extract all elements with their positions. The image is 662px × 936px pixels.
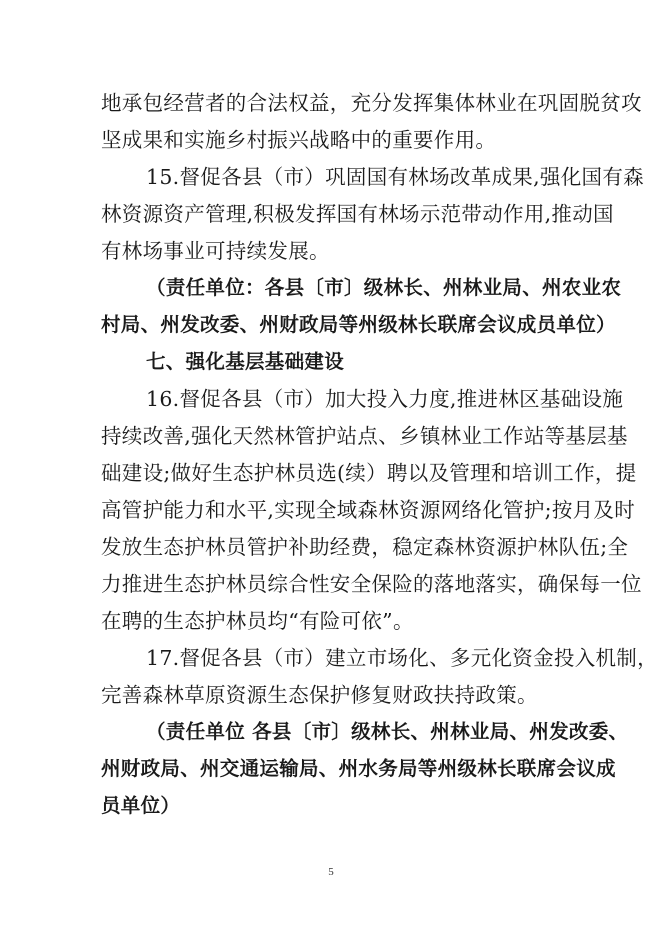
section-heading: 七、强化基层基础建设	[146, 350, 345, 373]
responsible-units-line: 州财政局、州交通运输局、州水务局等州级林长联席会议成	[101, 757, 616, 780]
item-16-line: 力推进生态护林员综合性安全保险的落地落实，确保每一位	[101, 572, 642, 596]
responsible-units-line: 员单位）	[101, 794, 181, 817]
responsible-units-line: （责任单位：各县〔市〕级林长、州林业局、州农业农	[146, 276, 622, 299]
responsible-units-line: （责任单位 各县〔市〕级林长、州林业局、州发改委、	[146, 720, 629, 743]
paragraph-line: 地承包经营者的合法权益，充分发挥集体林业在巩固脱贫攻	[101, 91, 642, 115]
item-16-line: 发放生态护林员管护补助经费，稳定森林资源护林队伍;全	[101, 535, 629, 559]
item-15-line: 林资源资产管理,积极发挥国有林场示范带动作用,推动国	[101, 202, 614, 226]
item-16-line: 持续改善,强化天然林管护站点、乡镇林业工作站等基层基	[101, 424, 628, 448]
item-15-line: 有林场事业可持续发展。	[101, 239, 330, 263]
item-16-line: 础建设;做好生态护林员选(续）聘以及管理和培训工作，提	[101, 461, 637, 485]
item-17-line: 完善森林草原资源生态保护修复财政扶持政策。	[101, 683, 538, 707]
item-16-line: 高管护能力和水平,实现全域森林资源网络化管护;按月及时	[101, 498, 636, 522]
item-16-line: 16.督促各县（市）加大投入力度,推进林区基础设施	[146, 387, 624, 411]
paragraph-line: 坚成果和实施乡村振兴战略中的重要作用。	[101, 128, 497, 152]
item-17-line: 17.督促各县（市）建立市场化、多元化资金投入机制，	[146, 646, 658, 670]
responsible-units-line: 村局、州发改委、州财政局等州级林长联席会议成员单位）	[101, 313, 616, 336]
page-number: 5	[328, 866, 334, 878]
item-15-line: 15.督促各县（市）巩固国有林场改革成果,强化国有森	[146, 165, 644, 189]
item-16-line: 在聘的生态护林员均“有险可依”。	[101, 609, 414, 633]
